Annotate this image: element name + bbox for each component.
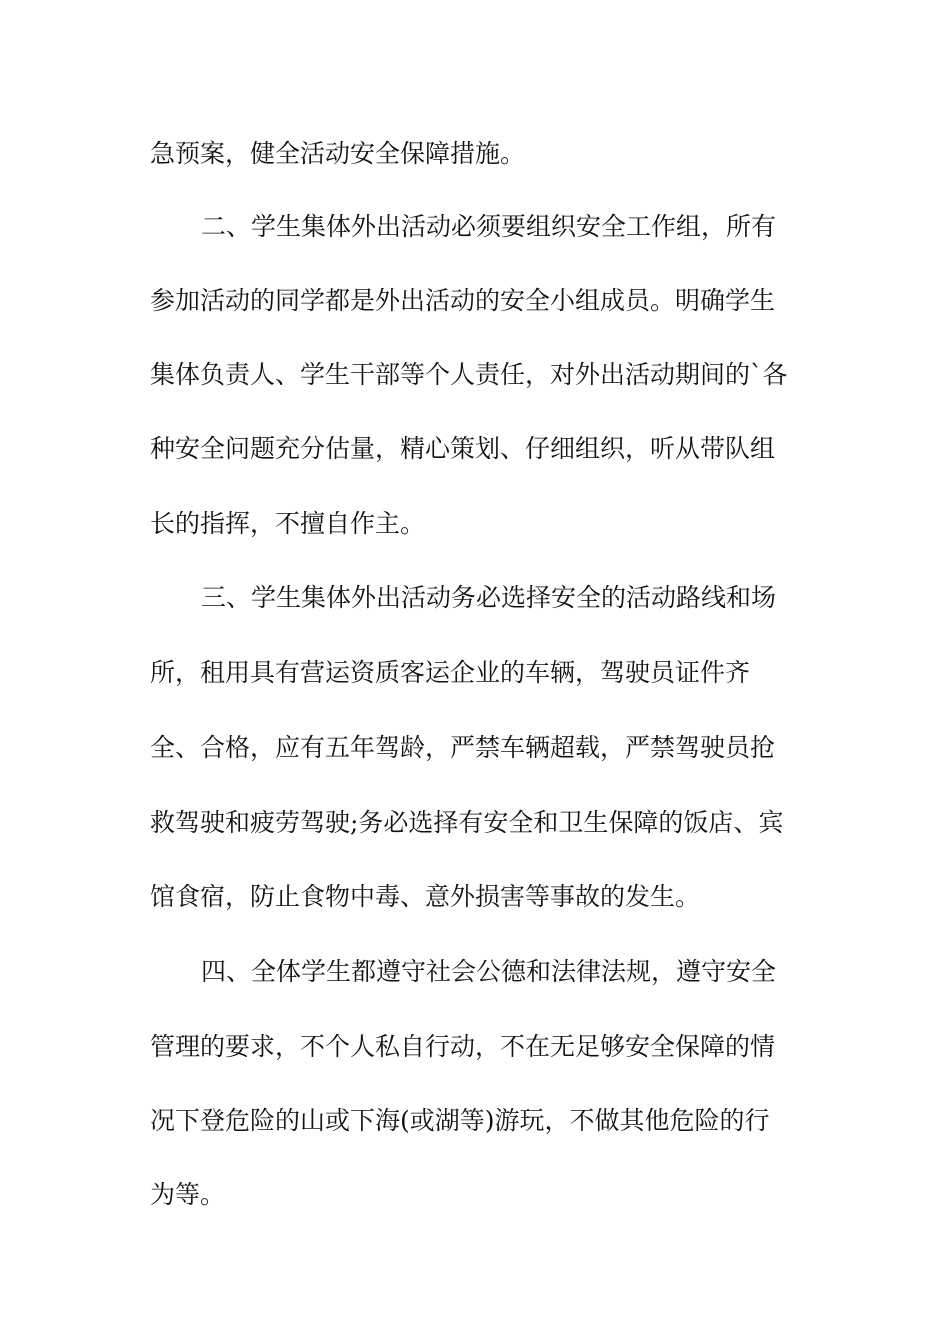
paragraph-3-line-5: 馆食宿，防止食物中毒、意外损害等事故的发生。 — [150, 882, 701, 911]
paragraph-2-line-2: 参加活动的同学都是外出活动的安全小组成员。明确学生 — [150, 286, 776, 315]
paragraph-4-line-4: 为等。 — [150, 1180, 226, 1209]
paragraph-1-line-1: 急预案，健全活动安全保障措施。 — [150, 139, 526, 168]
paragraph-4-line-2: 管理的要求，不个人私自行动，不在无足够安全保障的情 — [150, 1032, 776, 1061]
paragraph-3-line-3: 全、合格，应有五年驾龄，严禁车辆超载，严禁驾驶员抢 — [150, 733, 776, 762]
paragraph-4-line-1: 四、全体学生都遵守社会公德和法律法规，遵守安全 — [201, 957, 777, 986]
paragraph-2-line-1: 二、学生集体外出活动必须要组织安全工作组，所有 — [201, 212, 777, 241]
paragraph-3-line-4: 救驾驶和疲劳驾驶;务必选择有安全和卫生保障的饭店、宾 — [150, 808, 784, 837]
paragraph-2-line-5: 长的指挥，不擅自作主。 — [150, 509, 426, 538]
paragraph-3-line-1: 三、学生集体外出活动务必选择安全的活动路线和场 — [201, 583, 777, 612]
paragraph-3-line-2: 所，租用具有营运资质客运企业的车辆，驾驶员证件齐 — [150, 658, 751, 687]
paragraph-2-line-3: 集体负责人、学生干部等个人责任，对外出活动期间的`各 — [150, 360, 788, 389]
paragraph-2-line-4: 种安全问题充分估量，精心策划、仔细组织，听从带队组 — [150, 434, 776, 463]
paragraph-4-line-3: 况下登危险的山或下海(或湖等)游玩，不做其他危险的行 — [150, 1106, 770, 1135]
